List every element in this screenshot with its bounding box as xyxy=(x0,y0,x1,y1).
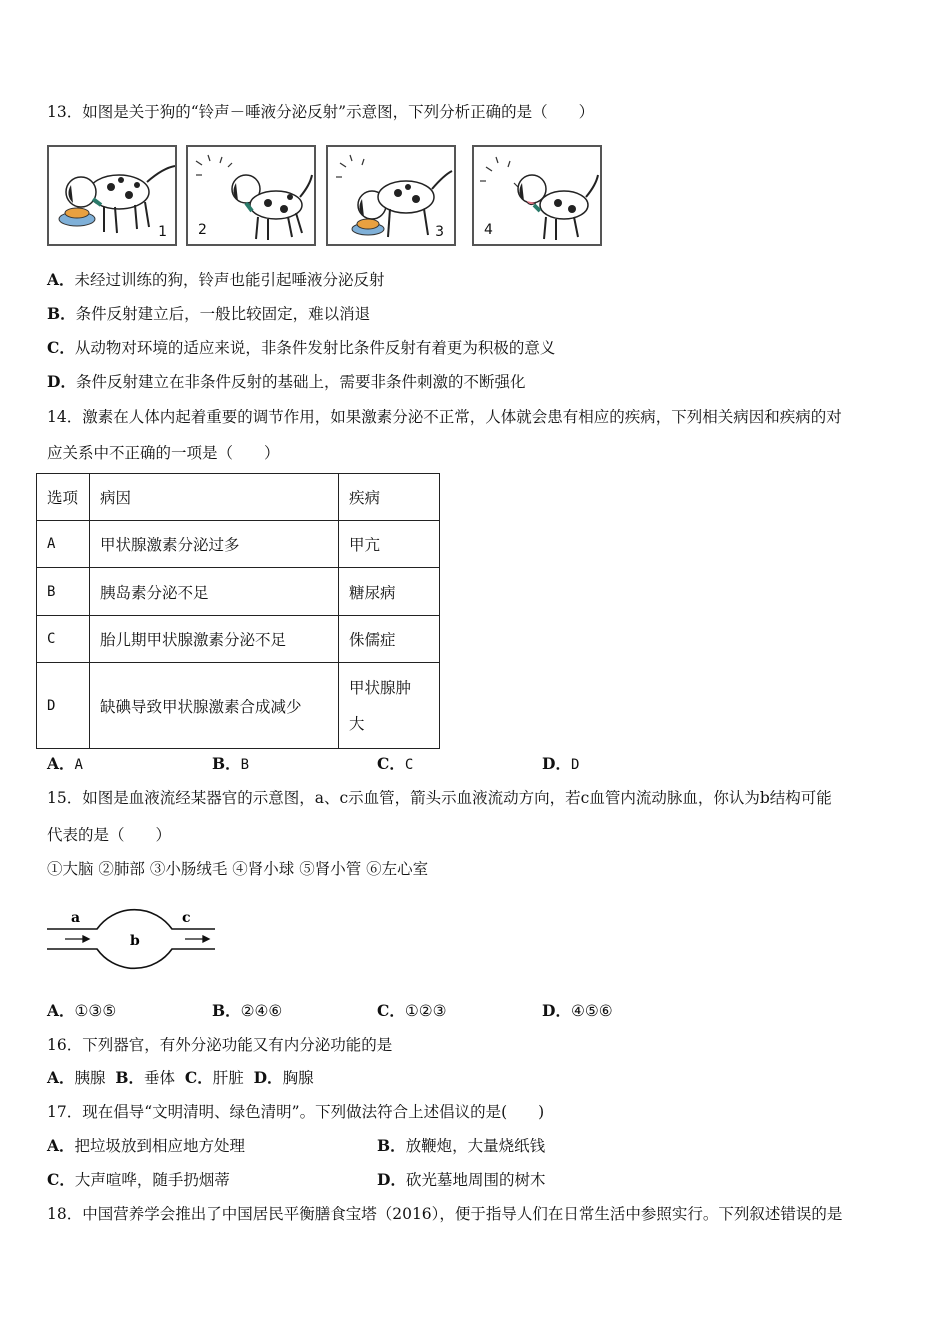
q17-option-d[interactable]: D．砍光墓地周围的树木 xyxy=(377,1170,546,1189)
q13-option-a[interactable]: A．未经过训练的狗，铃声也能引起唾液分泌反射 xyxy=(47,270,385,289)
q13-panel-3 xyxy=(326,145,456,246)
table-cell: 缺碘导致甲状腺激素合成减少 xyxy=(90,663,339,749)
q16-option-d[interactable]: D．胸腺 xyxy=(253,1068,314,1087)
hormone-table xyxy=(36,473,440,749)
q16-stem: 16．下列器官，有外分泌功能又有内分泌功能的是 xyxy=(47,1036,393,1054)
table-cell: B xyxy=(37,568,90,616)
table-cell: 甲亢 xyxy=(339,521,440,568)
table-cell: A xyxy=(37,521,90,568)
q13-panel-4 xyxy=(472,145,602,246)
dog-eating-icon xyxy=(49,147,175,244)
table-cell-line: 甲状腺肿 xyxy=(349,678,412,697)
structure-label-b: b xyxy=(130,933,140,949)
panel-number: 1 xyxy=(158,224,167,240)
q16-options xyxy=(47,1068,314,1088)
table-row xyxy=(37,616,440,663)
table-cell-line: 大 xyxy=(349,714,365,733)
q15-choices: ①大脑 ②肺部 ③小肠绒毛 ④肾小球 ⑤肾小管 ⑥左心室 xyxy=(47,860,429,878)
q14-stem-line1: 14．激素在人体内起着重要的调节作用，如果激素分泌不正常，人体就会患有相应的疾病，下列相关病因和疾病的对 xyxy=(47,408,842,426)
panel-number: 4 xyxy=(484,222,493,238)
table-cell: 胎儿期甲状腺激素分泌不足 xyxy=(90,616,339,663)
panel-number: 3 xyxy=(435,224,444,240)
q15-option-d[interactable]: D．④⑤⑥ xyxy=(542,1001,613,1020)
table-cell: 侏儒症 xyxy=(339,616,440,663)
q17-option-c[interactable]: C．大声喧哗，随手扔烟蒂 xyxy=(47,1170,230,1189)
q14-option-b[interactable]: B．B xyxy=(212,754,250,773)
q16-option-a[interactable]: A．胰腺 xyxy=(47,1068,106,1087)
table-header-cell: 疾病 xyxy=(339,474,440,521)
panel-number: 2 xyxy=(198,222,207,238)
table-cell: 甲状腺激素分泌过多 xyxy=(90,521,339,568)
q14-stem-line2: 应关系中不正确的一项是（ ） xyxy=(47,444,280,462)
q13-panel-1 xyxy=(47,145,177,246)
q13-option-d[interactable]: D．条件反射建立在非条件反射的基础上，需要非条件刺激的不断强化 xyxy=(47,372,526,391)
table-header-row xyxy=(37,474,440,521)
q13-panel-2 xyxy=(186,145,316,246)
q14-option-d[interactable]: D．D xyxy=(542,754,580,773)
q14-option-c[interactable]: C．C xyxy=(377,754,414,773)
q13-option-b[interactable]: B．条件反射建立后，一般比较固定，难以消退 xyxy=(47,304,371,323)
table-row xyxy=(37,568,440,616)
table-row xyxy=(37,663,440,749)
q16-option-c[interactable]: C．肝脏 xyxy=(184,1068,244,1087)
q16-option-b[interactable]: B．垂体 xyxy=(115,1068,176,1087)
table-cell: 糖尿病 xyxy=(339,568,440,616)
q15-stem-line1: 15．如图是血液流经某器官的示意图，a、c示血管，箭头示血液流动方向，若c血管内流动脉血，你认为b结构可能 xyxy=(47,789,832,807)
q18-stem: 18．中国营养学会推出了中国居民平衡膳食宝塔（2016），便于指导人们在日常生活中参照实行。下列叙述错误的是 xyxy=(47,1205,843,1223)
q17-stem: 17．现在倡导“文明清明、绿色清明”。下列做法符合上述倡议的是( ) xyxy=(47,1103,545,1121)
table-cell: 胰岛素分泌不足 xyxy=(90,568,339,616)
table-cell: C xyxy=(37,616,90,663)
table-header-cell: 病因 xyxy=(90,474,339,521)
q15-option-c[interactable]: C．①②③ xyxy=(377,1001,447,1020)
q13-stem: 13．如图是关于狗的“铃声－唾液分泌反射”示意图，下列分析正确的是（ ） xyxy=(47,103,595,121)
q17-option-a[interactable]: A．把垃圾放到相应地方处理 xyxy=(47,1136,246,1155)
table-cell xyxy=(339,663,440,749)
q14-option-a[interactable]: A．A xyxy=(47,754,83,773)
blood-flow-diagram xyxy=(45,898,220,984)
q13-option-c[interactable]: C．从动物对环境的适应来说，非条件发射比条件反射有着更为积极的意义 xyxy=(47,338,556,357)
q15-option-a[interactable]: A．①③⑤ xyxy=(47,1001,117,1020)
vessel-label-c: c xyxy=(182,910,191,926)
table-header-cell: 选项 xyxy=(37,474,90,521)
q15-option-b[interactable]: B．②④⑥ xyxy=(212,1001,283,1020)
q17-option-b[interactable]: B．放鞭炮，大量烧纸钱 xyxy=(377,1136,546,1155)
table-cell: D xyxy=(37,663,90,749)
table-row xyxy=(37,521,440,568)
q15-stem-line2: 代表的是（ ） xyxy=(47,826,172,844)
vessel-label-a: a xyxy=(71,910,81,926)
